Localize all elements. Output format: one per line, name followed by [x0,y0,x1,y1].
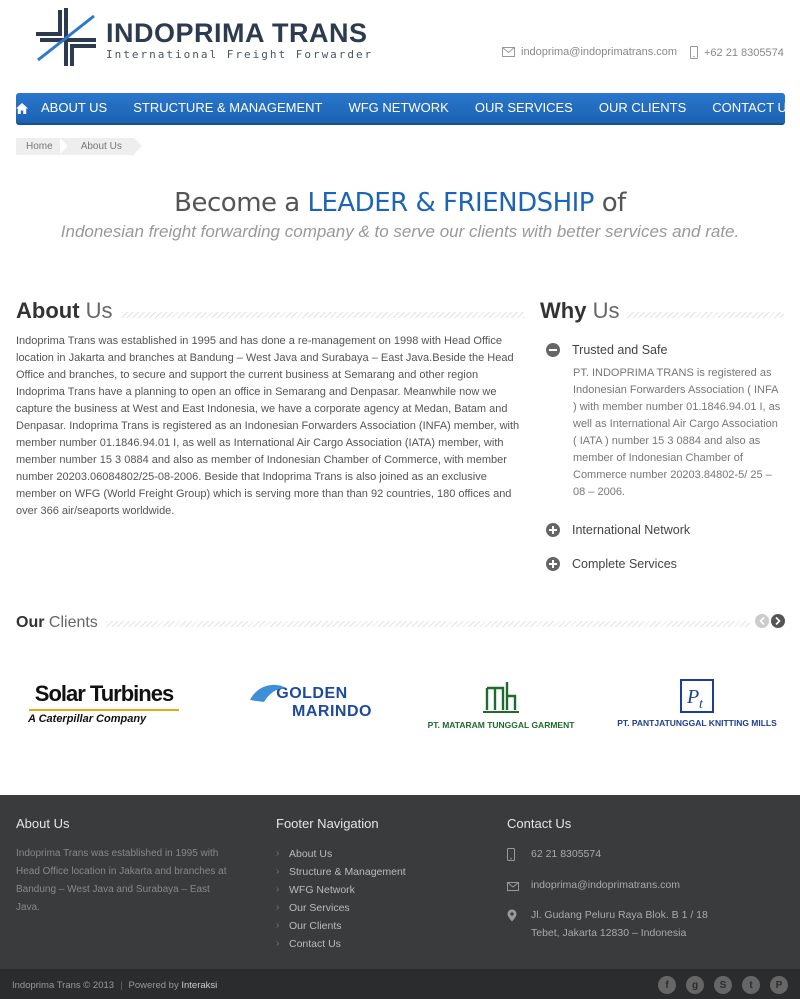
logo-mark-icon [34,8,98,68]
footer-email-text: indoprima@indoprimatrans.com [531,879,680,891]
chevron-right-icon: › [276,920,280,931]
footer-nav-label: Our Clients [289,920,342,932]
accordion-label: Complete Services [572,557,677,571]
nav-item-structure-management[interactable]: STRUCTURE & MANAGEMENT [133,100,323,115]
google-plus-icon[interactable]: g [686,976,704,994]
footer-nav-our-clients[interactable] [276,917,406,935]
chevron-right-icon: › [276,938,280,949]
hero-title-post: of [594,188,626,218]
footer-nav-label: About Us [289,848,333,860]
envelope-icon [502,47,515,57]
hero-title-highlight: LEADER & FRIENDSHIP [307,188,594,218]
skype-icon[interactable]: S [714,976,732,994]
site-footer [0,795,800,969]
footer-email[interactable] [507,876,708,897]
facebook-icon[interactable]: f [658,976,676,994]
nav-item-our-clients[interactable]: OUR CLIENTS [598,100,687,115]
nav-item-about-us[interactable]: ABOUT US [41,100,108,115]
powered-label: Powered by [128,980,179,991]
footer-nav-our-services[interactable] [276,899,406,917]
footer-phone-text: 62 21 8305574 [531,848,602,860]
hero-title-pre: Become a [174,188,308,218]
carousel-prev-button[interactable] [755,614,769,628]
pinterest-icon[interactable]: P [770,976,788,994]
home-icon [16,103,28,114]
about-text: Indoprima Trans was established in 1995 and has done a re-management on 1998 with Head Office location in Jakarta and branches at Bandung – West Java and Surabaya – East Java.Beside the Head Office and branches, to secure and support the current business at Semarang and other region Indoprima Trans have a planning to open an office in Semarang and Denpasar. Meanwhile now we capture the business at West and East Indonesia, we have a corporate agency at Medan, Batam and Denpasar. Indoprima Trans is registered as an Indonesian Forwarders Association (INFA) member, with member number 01.1846.94.01 I, as well as International Air Cargo Association (IATA) member, with member number 15 3 0884 and also as member of Indonesian Chamber of Commerce, with member number 20203.06084802/25-08-2006. Beside that Indoprima Trans is also joined as an exclusive member on WFG (World Freight Group) which is serving more than than 92 countries, 180 offices and over 366 air/seaports worldwide. [16,335,520,517]
client-name-a: GOLDEN [276,685,348,702]
footer-nav-structure-management[interactable] [276,863,406,881]
client-subtitle: A Caterpillar Company [28,713,147,725]
social-links [658,976,788,994]
accordion-item-international-network[interactable] [546,521,786,539]
nav-home[interactable] [16,92,28,124]
minus-circle-icon [546,343,560,357]
client-caption: PT. PANTJATUNGGAL KNITTING MILLS [617,718,777,728]
plus-circle-icon [546,523,560,537]
footer-nav-label: WFG Network [289,884,355,896]
about-heading-light: Us [79,298,113,323]
heading-divider [121,312,524,318]
footer-nav-label: Contact Us [289,938,341,950]
hero-subtitle: Indonesian freight forwarding company & to serve our clients with better services and rate. [60,222,740,241]
footer-nav-wfg-network[interactable] [276,881,406,899]
main-nav [16,93,796,125]
copyright-text: Indoprima Trans © 2013 [12,980,115,991]
footer-contact [507,816,708,951]
footer-nav-label: Our Services [289,902,350,914]
mtg-monogram-icon [481,676,521,716]
svg-text:P: P [687,686,700,708]
phone-icon [690,46,698,59]
clients-heading [16,610,750,636]
footer-address [507,906,708,942]
footer-address-line-2: Tebet, Jakarta 12830 – Indonesia [531,927,687,939]
footer-about [16,816,232,917]
clients-heading-light: Clients [44,614,98,631]
phone-icon [507,848,515,861]
why-heading-light: Us [586,298,620,323]
client-caption: PT. MATARAM TUNGGAL GARMENT [427,720,575,730]
client-logo-mataram-tunggal[interactable] [418,668,584,738]
carousel-controls [755,614,785,628]
chevron-right-icon: › [276,866,280,877]
footer-bottom-bar [0,969,800,999]
accordion-item-complete-services[interactable] [546,555,786,573]
carousel-next-button[interactable] [771,614,785,628]
footer-nav-title: Footer Navigation [276,816,379,831]
footer-about-title: About Us [16,816,70,831]
powered-brand-link[interactable]: Interaksi [181,980,218,991]
logo-title: INDOPRIMA TRANS [106,18,368,48]
site-logo[interactable] [34,8,374,70]
client-name-b: MARINDO [292,703,372,720]
client-logo-solar-turbines[interactable] [26,668,182,738]
svg-text:t: t [699,697,703,712]
accordion-item-trusted-safe[interactable] [546,341,786,359]
footer-contact-title: Contact Us [507,816,572,831]
client-logo-golden-marindo[interactable] [224,668,380,738]
clients-heading-bold: Our [16,614,45,631]
footer-navigation [276,816,406,953]
copyright: Indoprima Trans © 2013 | Powered by Interaksi [12,980,218,991]
heading-divider [627,312,784,318]
chevron-left-icon [759,617,765,625]
twitter-icon[interactable]: t [742,976,760,994]
map-pin-icon [507,909,517,922]
breadcrumb [16,138,134,155]
chevron-right-icon: › [276,848,280,859]
header-phone[interactable] [690,46,784,59]
chevron-right-icon [775,617,781,625]
client-logo-pantjatunggal[interactable] [616,668,778,738]
nav-item-contact-us[interactable]: CONTACT US [712,100,796,115]
why-heading-bold: Why [540,298,587,323]
plus-circle-icon [546,557,560,571]
nav-item-wfg-network[interactable]: WFG NETWORK [348,100,449,115]
header-phone-text: +62 21 8305574 [704,46,784,59]
footer-nav-label: Structure & Management [289,866,406,878]
accordion-label: Trusted and Safe [572,343,668,357]
breadcrumb-current: About Us [67,138,134,155]
hero-title [0,188,800,218]
client-name: Solar Turbines [34,681,174,706]
accordion-label: International Network [572,523,691,537]
pt-monogram-icon [679,678,715,714]
breadcrumb-home[interactable]: Home [16,138,67,155]
header-email[interactable] [502,46,677,58]
accordion-body-trusted-safe: PT. INDOPRIMA TRANS is registered as Indonesian Forwarders Association ( INFA ) with member number 01.1846.94.01 I, as well as International Air Cargo Association ( IATA ) number 15 3 0884 and also as member of Indonesian Chamber of Commerce number 20203.84802-5/ 25 – 08 – 2006. [573,367,781,498]
about-heading-bold: About [16,298,80,323]
heading-divider [106,621,750,627]
footer-address-line-1: Jl. Gudang Peluru Raya Blok. B 1 / 18 [531,909,708,921]
why-heading [540,298,784,324]
nav-item-our-services[interactable]: OUR SERVICES [474,100,573,115]
logo-subtitle: International Freight Forwarder [106,48,374,61]
footer-phone[interactable] [507,845,708,867]
footer-nav-about-us[interactable] [276,845,406,863]
footer-about-text: Indoprima Trans was established in 1995 with Head Office location in Jakarta and branches at Bandung – West Java and Surabaya – East Java. [16,848,227,913]
footer-nav-contact-us[interactable] [276,935,406,953]
chevron-right-icon: › [276,902,280,913]
dolphin-icon [248,682,288,704]
about-heading [16,298,524,324]
envelope-icon [507,882,519,891]
header-email-text: indoprima@indoprimatrans.com [521,46,678,58]
logo-underline [29,709,179,711]
chevron-right-icon: › [276,884,280,895]
